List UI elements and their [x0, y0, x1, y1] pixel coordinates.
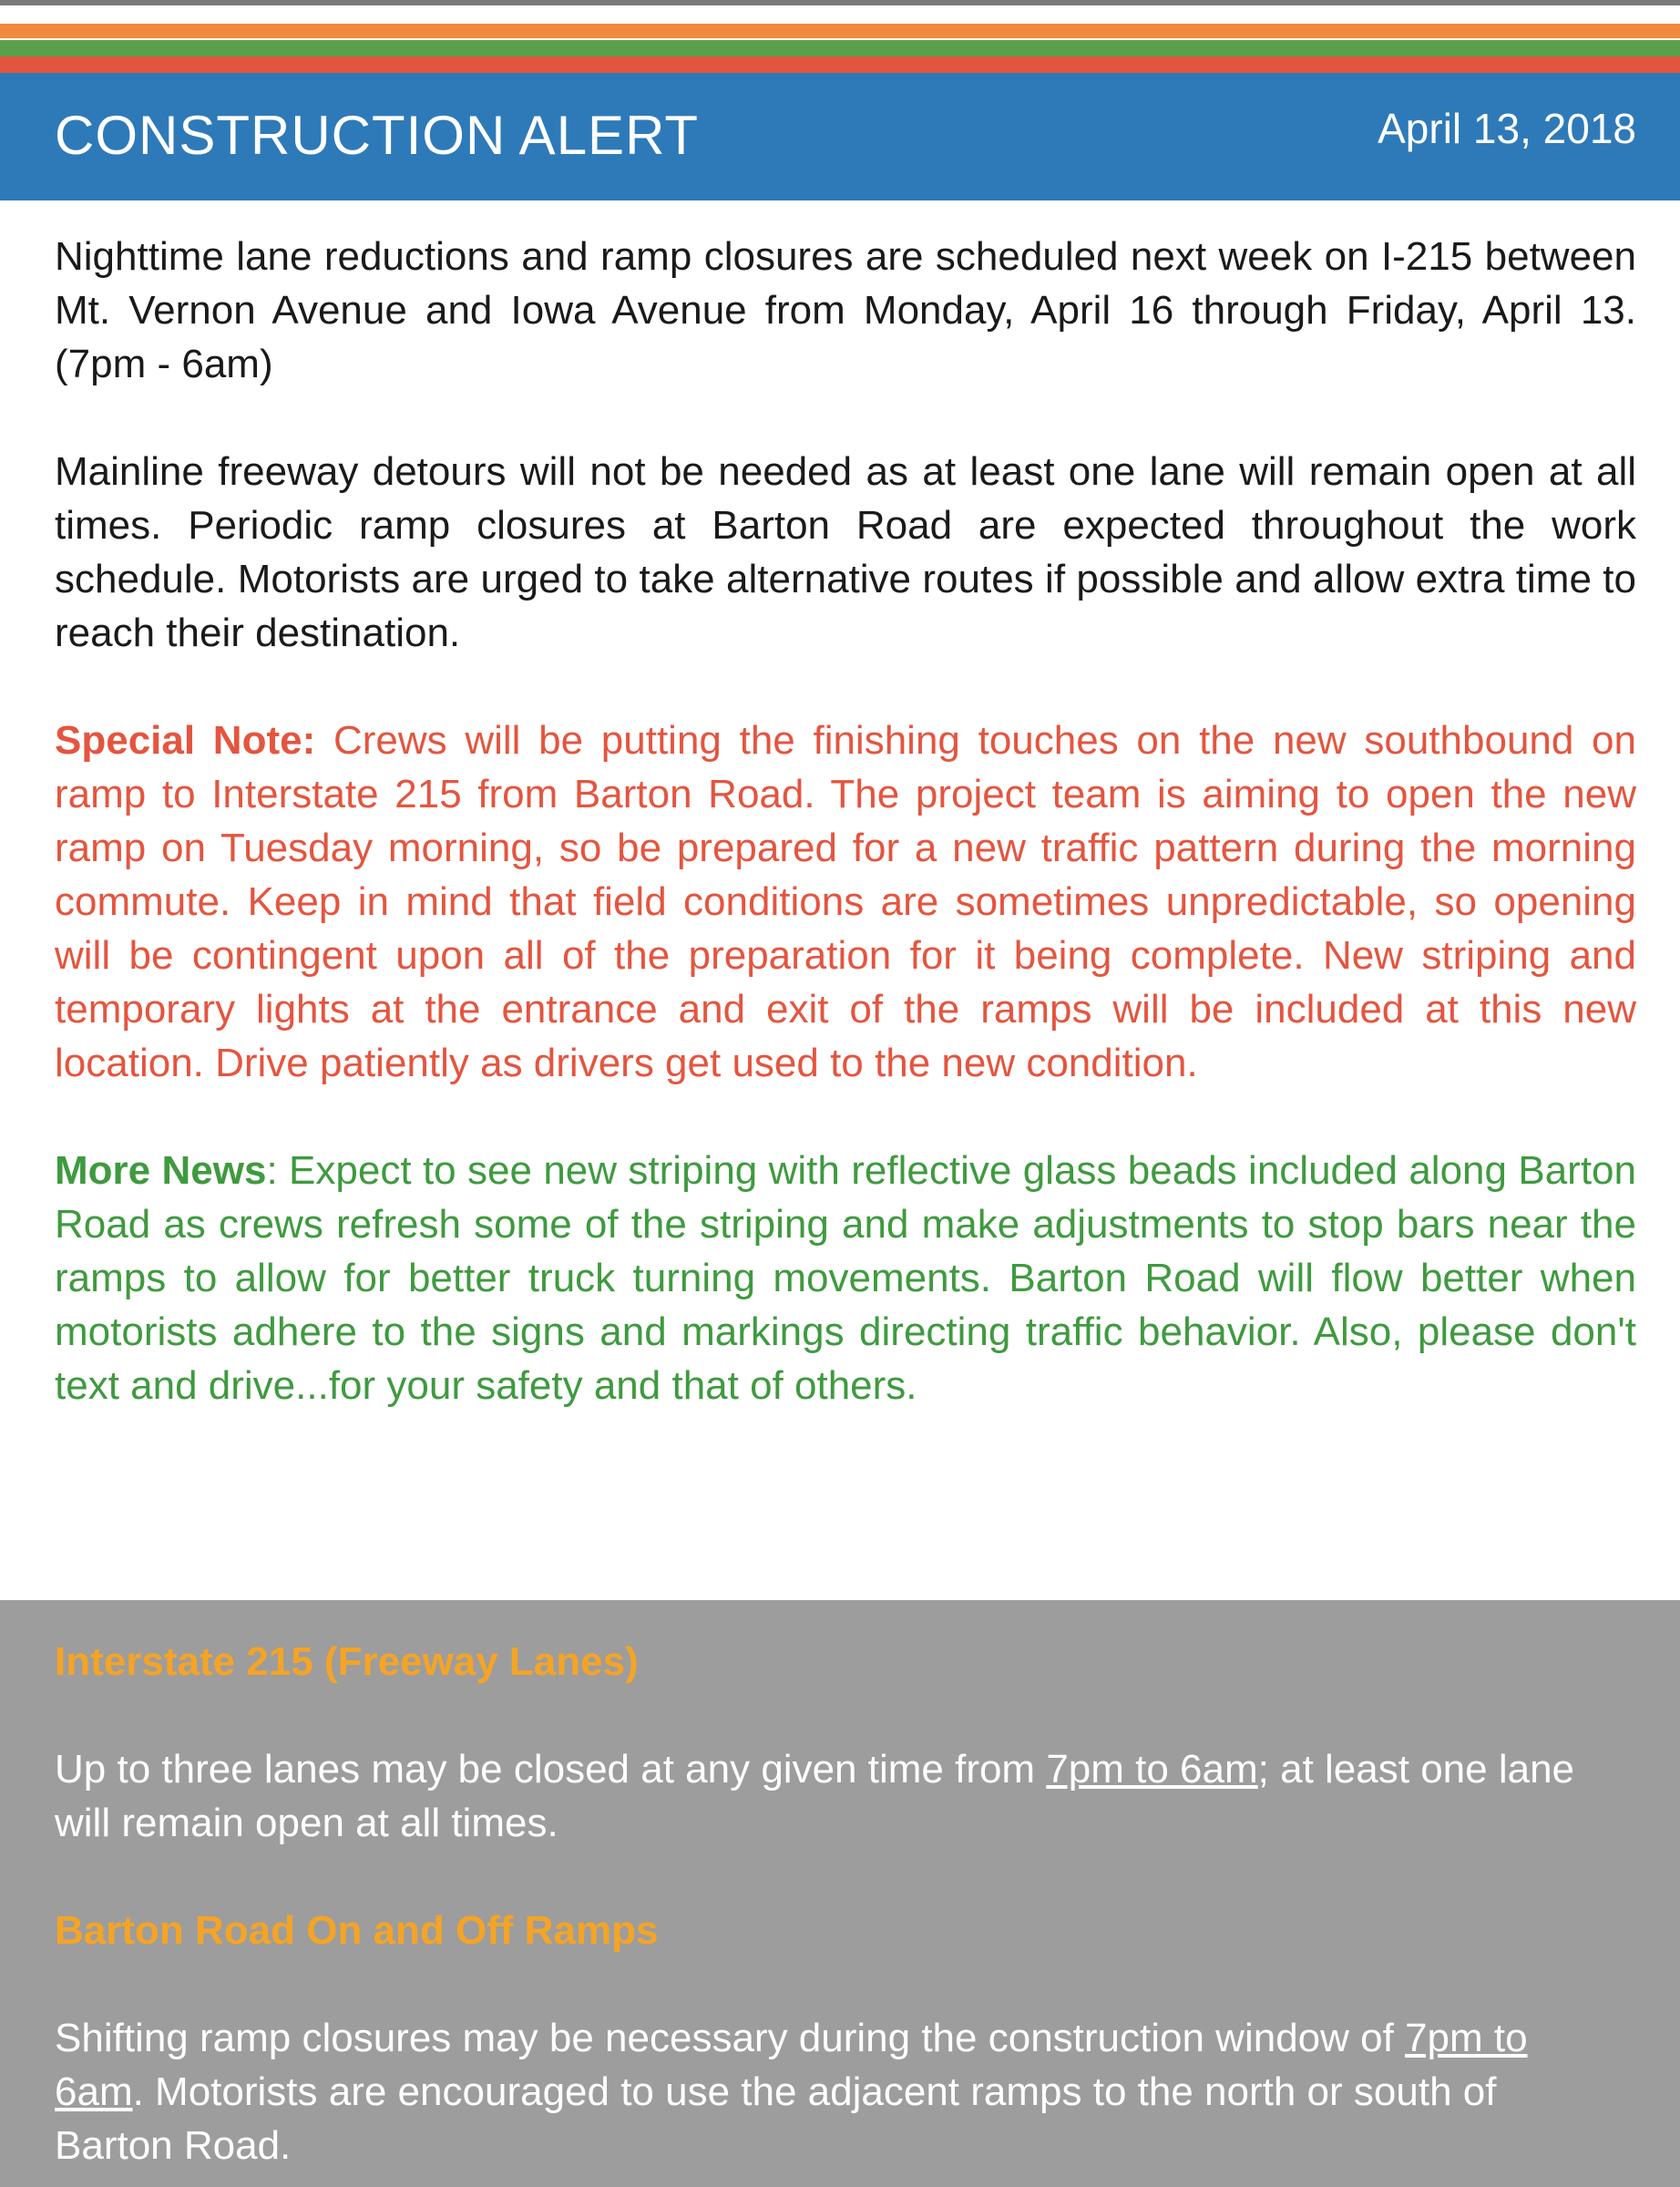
freeway-text-after: ; at least one lane will remain open at all times. [55, 1747, 1575, 1845]
freeway-lanes-text [55, 1742, 1625, 1850]
barton-ramps-heading: Barton Road On and Off Ramps [55, 1908, 659, 1953]
freeway-time-window-link[interactable]: 7pm to 6am [1046, 1747, 1258, 1792]
ramps-time-window-link[interactable]: 7pm to 6am [55, 2016, 1528, 2114]
header-color-stripes [0, 0, 1680, 73]
special-note-paragraph [55, 714, 1636, 1090]
more-news-label: More News [55, 1148, 267, 1193]
closure-details-panel [0, 1600, 1680, 2187]
freeway-lanes-heading: Interstate 215 (Freeway Lanes) [55, 1639, 639, 1684]
more-news-paragraph [55, 1144, 1636, 1412]
special-note-text: Crews will be putting the finishing touches on the new southbound on ramp to Interstate 215 from Barton Road. The project team is aiming to open the new ramp on Tuesday morning, so be prepared for a new traffic pattern during the morning commute. Keep in mind that field conditions are sometimes unpredictable, so opening will be contingent upon all of the preparation for it being complete. New striping and temporary lights at the entrance and exit of the ramps will be included at this new location. Drive patiently as drivers get used to the new condition. [55, 718, 1637, 1085]
detours-paragraph: Mainline freeway detours will not be needed as at least one lane will remain open at all times. Periodic ramp closures at Barton Road are expected throughout the work schedule. Motorists are urged to take alternative routes if possible and allow extra time to reach their destination. [55, 449, 1636, 655]
alert-header-bar [0, 73, 1680, 200]
ramps-text-after: . Motorists are encouraged to use the adjacent ramps to the north or south of Barton Road. [55, 2069, 1497, 2168]
intro-paragraph: Nighttime lane reductions and ramp closures are scheduled next week on I-215 between Mt. Vernon Avenue and Iowa Avenue from Monday, April 16 through Friday, April 13. (7pm - 6am) [55, 234, 1636, 386]
special-note-label: Special Note: [55, 718, 316, 763]
stripe-top-gray [0, 0, 1680, 5]
stripe-orange [0, 24, 1680, 38]
ramps-text-before: Shifting ramp closures may be necessary during the construction window of [55, 2016, 1406, 2060]
stripe-red [0, 56, 1680, 73]
alert-title: CONSTRUCTION ALERT [55, 105, 699, 166]
barton-ramps-text [55, 2011, 1625, 2172]
more-news-text: : Expect to see new striping with reflective glass beads included along Barton Road as crews refresh some of the striping and make adjustments to stop bars near the ramps to allow for better truck turning movements. Barton Road will flow better when motorists adhere to the signs and markings directing traffic behavior. Also, please don't text and drive...for your safety and that of others. [55, 1148, 1636, 1408]
alert-date: April 13, 2018 [1378, 105, 1636, 152]
stripe-green [0, 40, 1680, 56]
freeway-text-before: Up to three lanes may be closed at any given time from [55, 1747, 1047, 1792]
closure-details-content [55, 1635, 1625, 2187]
alert-body [55, 230, 1636, 1466]
